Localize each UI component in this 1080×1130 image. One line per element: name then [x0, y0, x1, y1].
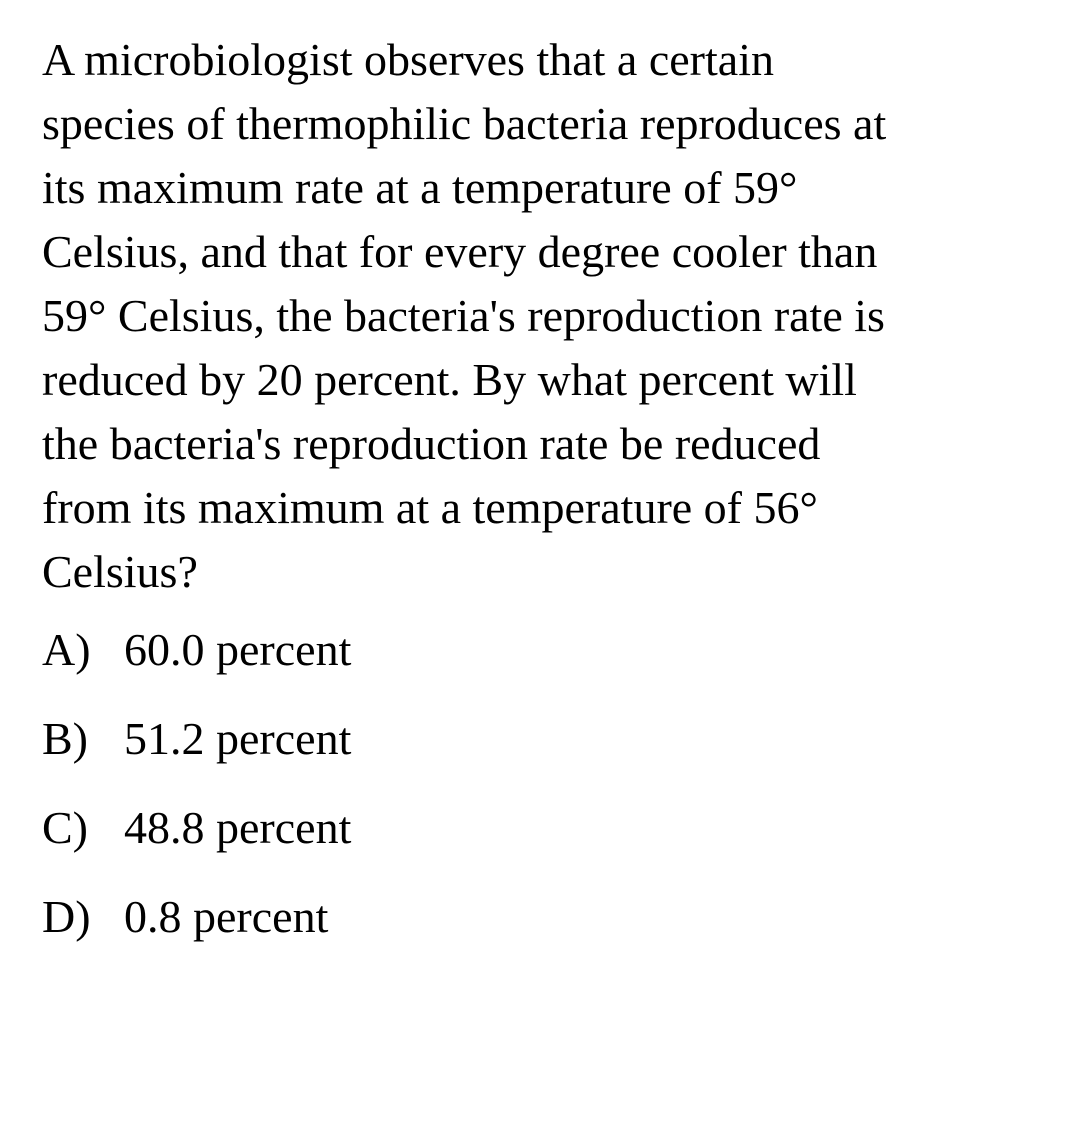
choice-d[interactable]	[42, 885, 1042, 974]
choice-text: 60.0 percent	[124, 624, 352, 675]
choice-letter: C)	[42, 802, 88, 853]
choice-letter: A)	[42, 624, 91, 675]
question-line: from its maximum at a temperature of 56°	[42, 482, 818, 533]
choice-c[interactable]	[42, 796, 1042, 885]
choice-b[interactable]	[42, 707, 1042, 796]
question-line: Celsius?	[42, 546, 198, 597]
choice-text: 48.8 percent	[124, 802, 352, 853]
question-line: A microbiologist observes that a certain	[42, 34, 774, 85]
question-line: species of thermophilic bacteria reproduces at	[42, 98, 887, 149]
question-text	[42, 28, 1052, 604]
question-line: the bacteria's reproduction rate be reduced	[42, 418, 821, 469]
choice-letter: B)	[42, 713, 88, 764]
choice-a[interactable]	[42, 618, 1042, 707]
question-line: reduced by 20 percent. By what percent will	[42, 354, 857, 405]
choice-text: 51.2 percent	[124, 713, 352, 764]
answer-choices	[42, 618, 1042, 974]
question-line: 59° Celsius, the bacteria's reproduction rate is	[42, 290, 885, 341]
choice-letter: D)	[42, 891, 91, 942]
question-line: Celsius, and that for every degree cooler than	[42, 226, 878, 277]
question-line: its maximum rate at a temperature of 59°	[42, 162, 798, 213]
choice-text: 0.8 percent	[124, 891, 329, 942]
